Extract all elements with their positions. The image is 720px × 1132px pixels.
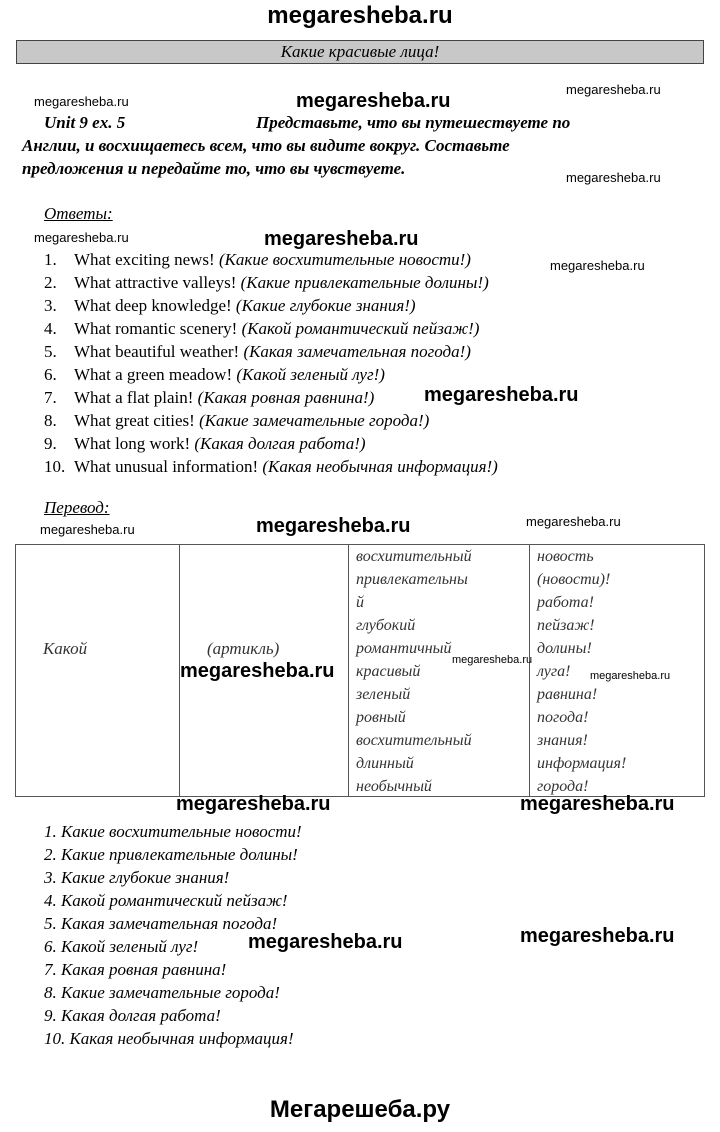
ru-sentence: 10. Какая необычная информация! [44, 1029, 294, 1048]
answer-number: 9. [44, 434, 57, 453]
answer-russian: (Какая ровная равнина!) [197, 388, 375, 407]
watermark: megaresheba.ru [566, 170, 661, 185]
noun-item: знания! [537, 732, 588, 749]
adjective-item: длинный [356, 755, 414, 772]
answer-russian: (Какие глубокие знания!) [235, 296, 416, 315]
table-cell-word: Какой [43, 639, 88, 658]
watermark: megaresheba.ru [550, 258, 645, 273]
adjective-item: глубокий [356, 617, 416, 634]
answer-number: 4. [44, 319, 57, 338]
watermark: megaresheba.ru [180, 660, 335, 682]
watermark: megaresheba.ru [264, 228, 419, 250]
watermark: megaresheba.ru [34, 94, 129, 109]
adjective-item: восхитительный [356, 732, 472, 749]
noun-item: равнина! [537, 686, 598, 703]
watermark: megaresheba.ru [296, 90, 451, 112]
adjective-item: привлекательны [356, 571, 468, 588]
translation-heading: Перевод: [44, 498, 110, 517]
ru-sentence: 9. Какая долгая работа! [44, 1006, 221, 1025]
answer-english: What romantic scenery! [74, 319, 238, 338]
answer-item [44, 363, 498, 386]
answer-english: What a green meadow! [74, 365, 233, 384]
banner-title: Какие красивые лица! [16, 40, 704, 64]
noun-item: города! [537, 778, 589, 795]
ru-sentence: 1. Какие восхитительные новости! [44, 822, 302, 841]
ru-sentence: 6. Какой зеленый луг! [44, 937, 199, 956]
answer-russian: (Какой романтический пейзаж!) [241, 319, 480, 338]
answer-english: What long work! [74, 434, 191, 453]
ru-sentence: 3. Какие глубокие знания! [44, 868, 230, 887]
adjective-item: романтичный [356, 640, 452, 657]
watermark: megaresheba.ru [248, 931, 403, 953]
noun-item: пейзаж! [537, 617, 595, 634]
answer-item [44, 340, 498, 363]
answer-item [44, 409, 498, 432]
answer-russian: (Какие привлекательные долины!) [240, 273, 489, 292]
noun-item: информация! [537, 755, 627, 772]
watermark: megaresheba.ru [520, 793, 675, 815]
site-footer: Мегарешеба.ру [269, 1096, 451, 1123]
answer-russian: (Какой зеленый луг!) [236, 365, 385, 384]
adjective-item: необычный [356, 778, 432, 795]
noun-item: новость [537, 548, 594, 565]
answer-number: 6. [44, 365, 57, 384]
task-line-2: Англии, и восхищаетесь всем, что вы видите вокруг. Составьте [22, 136, 510, 155]
task-line-1: Представьте, что вы путешествуете по [256, 113, 571, 132]
answer-item [44, 432, 498, 455]
watermark: megaresheba.ru [566, 82, 661, 97]
adjective-item: восхитительный [356, 548, 472, 565]
answer-english: What deep knowledge! [74, 296, 232, 315]
ru-sentence: 7. Какая ровная равнина! [44, 960, 227, 979]
answer-item [44, 271, 498, 294]
site-title: megaresheba.ru [267, 2, 453, 29]
noun-item: долины! [537, 640, 592, 657]
answer-english: What beautiful weather! [74, 342, 240, 361]
answers-heading: Ответы: [44, 204, 113, 223]
answer-russian: (Какие восхитительные новости!) [218, 250, 471, 269]
task-line-3: предложения и передайте то, что вы чувствуете. [22, 159, 406, 178]
unit-label: Unit 9 ex. 5 [44, 113, 126, 132]
ru-sentence: 5. Какая замечательная погода! [44, 914, 278, 933]
watermark: megaresheba.ru [40, 522, 135, 537]
noun-item: (новости)! [537, 571, 611, 588]
watermark: megaresheba.ru [256, 515, 411, 537]
answer-number: 8. [44, 411, 57, 430]
watermark: megaresheba.ru [590, 670, 671, 682]
answer-item [44, 294, 498, 317]
answer-item [44, 317, 498, 340]
ru-sentence: 8. Какие замечательные города! [44, 983, 280, 1002]
adjective-item: й [356, 594, 364, 611]
answer-number: 2. [44, 273, 57, 292]
adjective-item: зеленый [356, 686, 411, 703]
watermark: megaresheba.ru [520, 925, 675, 947]
answer-russian: (Какая необычная информация!) [262, 457, 498, 476]
noun-item: работа! [537, 594, 594, 611]
noun-item: луга! [537, 663, 571, 680]
adjective-item: красивый [356, 663, 421, 680]
watermark: megaresheba.ru [176, 793, 331, 815]
watermark: megaresheba.ru [424, 384, 579, 406]
answer-item [44, 386, 498, 409]
answer-russian: (Какая долгая работа!) [194, 434, 366, 453]
adjectives-column [356, 545, 472, 798]
table-cell-article: (артикль) [207, 639, 280, 658]
answer-number: 5. [44, 342, 57, 361]
answer-english: What a flat plain! [74, 388, 194, 407]
noun-item: погода! [537, 709, 589, 726]
ru-sentence: 4. Какой романтический пейзаж! [44, 891, 288, 910]
watermark: megaresheba.ru [526, 514, 621, 529]
ru-sentence: 2. Какие привлекательные долины! [44, 845, 298, 864]
answer-number: 1. [44, 250, 57, 269]
adjective-item: ровный [356, 709, 406, 726]
answer-number: 3. [44, 296, 57, 315]
answer-english: What attractive valleys! [74, 273, 237, 292]
answer-english: What exciting news! [74, 250, 215, 269]
watermark: megaresheba.ru [34, 230, 129, 245]
answer-number: 7. [44, 388, 57, 407]
answer-russian: (Какая замечательная погода!) [243, 342, 471, 361]
answer-russian: (Какие замечательные города!) [199, 411, 430, 430]
answers-list [44, 248, 498, 478]
answer-item [44, 455, 498, 478]
answer-item [44, 248, 498, 271]
answer-number: 10. [44, 457, 66, 476]
answer-english: What unusual information! [74, 457, 259, 476]
answer-english: What great cities! [74, 411, 195, 430]
watermark: megaresheba.ru [452, 654, 533, 666]
